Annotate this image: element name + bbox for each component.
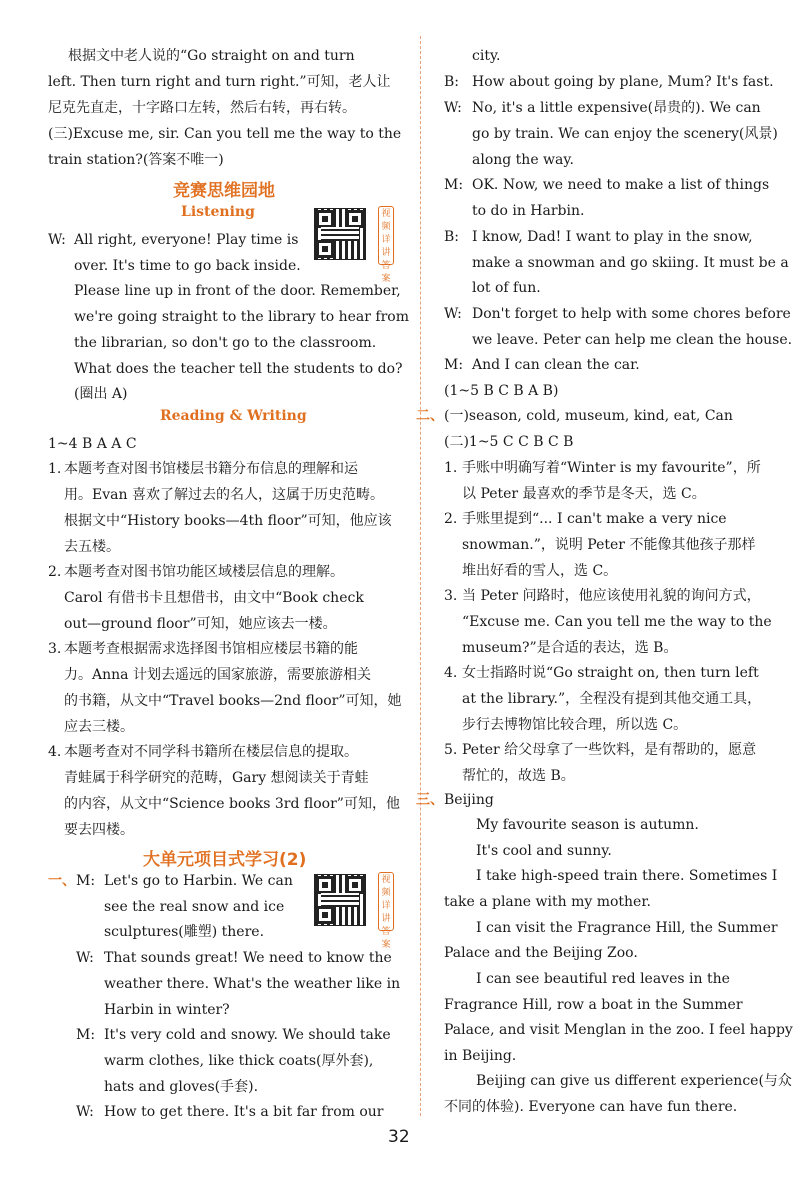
speaker-label: W: xyxy=(48,232,66,248)
text-line: 应去三楼。 xyxy=(64,719,134,735)
text-line: And I can clean the car. xyxy=(472,357,640,373)
speaker-label: B: xyxy=(444,229,460,245)
text-line: see the real snow and ice xyxy=(104,899,285,915)
essay-line: I take high-speed train there. Sometimes I xyxy=(476,868,778,884)
qr-code[interactable] xyxy=(314,208,366,260)
item-number: 1. xyxy=(444,460,458,476)
part-marker: 一、 xyxy=(48,873,76,889)
qr-code[interactable] xyxy=(314,874,366,926)
answer-line: (1~5 B C B A B) xyxy=(444,383,559,399)
essay-line: take a plane with my mother. xyxy=(444,894,651,910)
text-line: snowman.”，说明 Peter 不能像其他孩子那样 xyxy=(462,537,756,553)
text-line: 根据文中老人说的“Go straight on and turn xyxy=(68,48,355,64)
text-line: hats and gloves(手套). xyxy=(104,1079,259,1095)
text-line: over. It's time to go back inside. xyxy=(74,258,301,274)
text-line: out—ground floor”可知，她应该去一楼。 xyxy=(64,616,337,632)
text-line: we're going straight to the library to hear from xyxy=(74,309,409,325)
speaker-label: W: xyxy=(444,100,462,116)
text-line: the librarian, so don't go to the classroom. xyxy=(74,335,377,351)
text-line: left. Then turn right and turn right.”可知，老人让 xyxy=(48,74,391,90)
video-explain-tag: 视频详讲答案 xyxy=(378,872,394,931)
text-line: go by train. We can enjoy the scenery(风景) xyxy=(472,126,778,142)
text-line: make a snowman and go skiing. It must be a xyxy=(472,255,789,271)
text-line: 去五楼。 xyxy=(64,539,120,555)
text-line: 手账里提到“... I can't make a very nice xyxy=(462,511,727,527)
item-number: 4. xyxy=(48,744,62,760)
essay-line: Palace and the Beijing Zoo. xyxy=(444,945,638,961)
text-line: 的书籍，从文中“Travel books—2nd floor”可知，她 xyxy=(64,693,402,709)
text-line: at the library.”，全程没有提到其他交通工具， xyxy=(462,691,762,707)
text-line: Carol 有借书卡且想借书，由文中“Book check xyxy=(64,590,364,606)
text-line: Don't forget to help with some chores before xyxy=(472,306,791,322)
answer-line: (二)1~5 C C B C B xyxy=(444,434,574,450)
text-line: Harbin in winter? xyxy=(104,1002,230,1018)
text-line: 用。Evan 喜欢了解过去的名人，这属于历史范畴。 xyxy=(64,487,384,503)
text-line: “Excuse me. Can you tell me the way to the xyxy=(462,614,772,630)
text-line: weather there. What's the weather like in xyxy=(104,976,401,992)
text-line: sculptures(雕塑) there. xyxy=(104,924,265,940)
text-line: 帮忙的，故选 B。 xyxy=(462,768,575,784)
item-number: 5. xyxy=(444,742,458,758)
text-line: along the way. xyxy=(472,152,574,168)
part-marker: 二、 xyxy=(416,408,444,424)
subsection-title: Reading & Writing xyxy=(160,408,307,424)
item-number: 3. xyxy=(48,641,62,657)
answer-line: 1~4 B A A C xyxy=(48,436,137,452)
item-number: 3. xyxy=(444,588,458,604)
column-divider xyxy=(420,36,421,1116)
essay-line: I can see beautiful red leaves in the xyxy=(476,971,730,987)
text-line: warm clothes, like thick coats(厚外套), xyxy=(104,1053,374,1069)
text-line: (一)season, cold, museum, kind, eat, Can xyxy=(444,408,733,424)
text-line: Please line up in front of the door. Remember, xyxy=(74,283,401,299)
text-line: Let's go to Harbin. We can xyxy=(104,873,293,889)
speaker-label: M: xyxy=(444,177,464,193)
text-line: 本题考查根据需求选择图书馆相应楼层书籍的能 xyxy=(64,641,358,657)
text-line: 当 Peter 问路时，他应该使用礼貌的询问方式， xyxy=(462,588,761,604)
text-line: 本题考查对图书馆功能区域楼层信息的理解。 xyxy=(64,564,344,580)
essay-line: in Beijing. xyxy=(444,1048,517,1064)
essay-line: My favourite season is autumn. xyxy=(476,817,699,833)
text-line: I know, Dad! I want to play in the snow, xyxy=(472,229,753,245)
section-title: 大单元项目式学习(2) xyxy=(143,850,307,870)
text-line: Peter 给父母拿了一些饮料，是有帮助的，愿意 xyxy=(462,742,757,758)
text-line: (圈出 A) xyxy=(74,386,128,402)
essay-line: I can visit the Fragrance Hill, the Summer xyxy=(476,920,778,936)
text-line: 手账中明确写着“Winter is my favourite”，所 xyxy=(462,460,761,476)
text-line: How to get there. It's a bit far from our xyxy=(104,1104,384,1120)
speaker-label: B: xyxy=(444,74,460,90)
text-line: 本题考查对不同学科书籍所在楼层信息的提取。 xyxy=(64,744,358,760)
essay-line: Palace, and visit Menglan in the zoo. I feel happy xyxy=(444,1022,793,1038)
text-line: we leave. Peter can help me clean the house. xyxy=(472,332,793,348)
video-explain-tag: 视频详讲答案 xyxy=(378,206,394,265)
essay-line: It's cool and sunny. xyxy=(476,843,612,859)
speaker-label: W: xyxy=(76,1104,94,1120)
essay-title: Beijing xyxy=(444,792,494,808)
text-line: No, it's a little expensive(昂贵的). We can xyxy=(472,100,761,116)
item-number: 1. xyxy=(48,461,62,477)
text-line: All right, everyone! Play time is xyxy=(74,232,299,248)
essay-line: 不同的体验). Everyone can have fun there. xyxy=(444,1099,738,1115)
text-line: train station?(答案不唯一) xyxy=(48,152,224,168)
subsection-title: Listening xyxy=(181,204,255,220)
speaker-label: W: xyxy=(444,306,462,322)
text-line: (三)Excuse me, sir. Can you tell me the way to the xyxy=(48,126,402,142)
text-line: 的内容，从文中“Science books 3rd floor”可知，他 xyxy=(64,796,400,812)
text-line: 青蛙属于科学研究的范畴，Gary 想阅读关于青蛙 xyxy=(64,770,369,786)
text-line: museum?”是合适的表达，选 B。 xyxy=(462,640,678,656)
text-line: city. xyxy=(472,48,501,64)
speaker-label: W: xyxy=(76,950,94,966)
speaker-label: M: xyxy=(76,873,96,889)
text-line: How about going by plane, Mum? It's fast. xyxy=(472,74,774,90)
text-line: 要去四楼。 xyxy=(64,822,134,838)
text-line: to do in Harbin. xyxy=(472,203,585,219)
text-line: 堆出好看的雪人，选 C。 xyxy=(462,563,618,579)
text-line: 女士指路时说“Go straight on, then turn left xyxy=(462,665,759,681)
item-number: 4. xyxy=(444,665,458,681)
text-line: OK. Now, we need to make a list of things xyxy=(472,177,770,193)
text-line: 根据文中“History books—4th floor”可知，他应该 xyxy=(64,513,392,529)
part-marker: 三、 xyxy=(416,792,444,808)
text-line: 以 Peter 最喜欢的季节是冬天，选 C。 xyxy=(462,486,706,502)
text-line: What does the teacher tell the students to do? xyxy=(74,361,403,377)
text-line: 力。Anna 计划去遥远的国家旅游，需要旅游相关 xyxy=(64,667,371,683)
section-title: 竞赛思维园地 xyxy=(173,181,275,201)
page-number: 32 xyxy=(388,1127,410,1147)
speaker-label: M: xyxy=(444,357,464,373)
essay-line: Beijing can give us different experience(与众 xyxy=(476,1073,792,1089)
essay-line: Fragrance Hill, row a boat in the Summer xyxy=(444,997,743,1013)
text-line: 尼克先直走，十字路口左转，然后右转，再右转。 xyxy=(48,100,356,116)
speaker-label: M: xyxy=(76,1027,96,1043)
text-line: It's very cold and snowy. We should take xyxy=(104,1027,391,1043)
text-line: 本题考查对图书馆楼层书籍分布信息的理解和运 xyxy=(64,461,358,477)
text-line: lot of fun. xyxy=(472,280,541,296)
text-line: That sounds great! We need to know the xyxy=(104,950,392,966)
item-number: 2. xyxy=(48,564,62,580)
item-number: 2. xyxy=(444,511,458,527)
text-line: 步行去博物馆比较合理，所以选 C。 xyxy=(462,717,688,733)
